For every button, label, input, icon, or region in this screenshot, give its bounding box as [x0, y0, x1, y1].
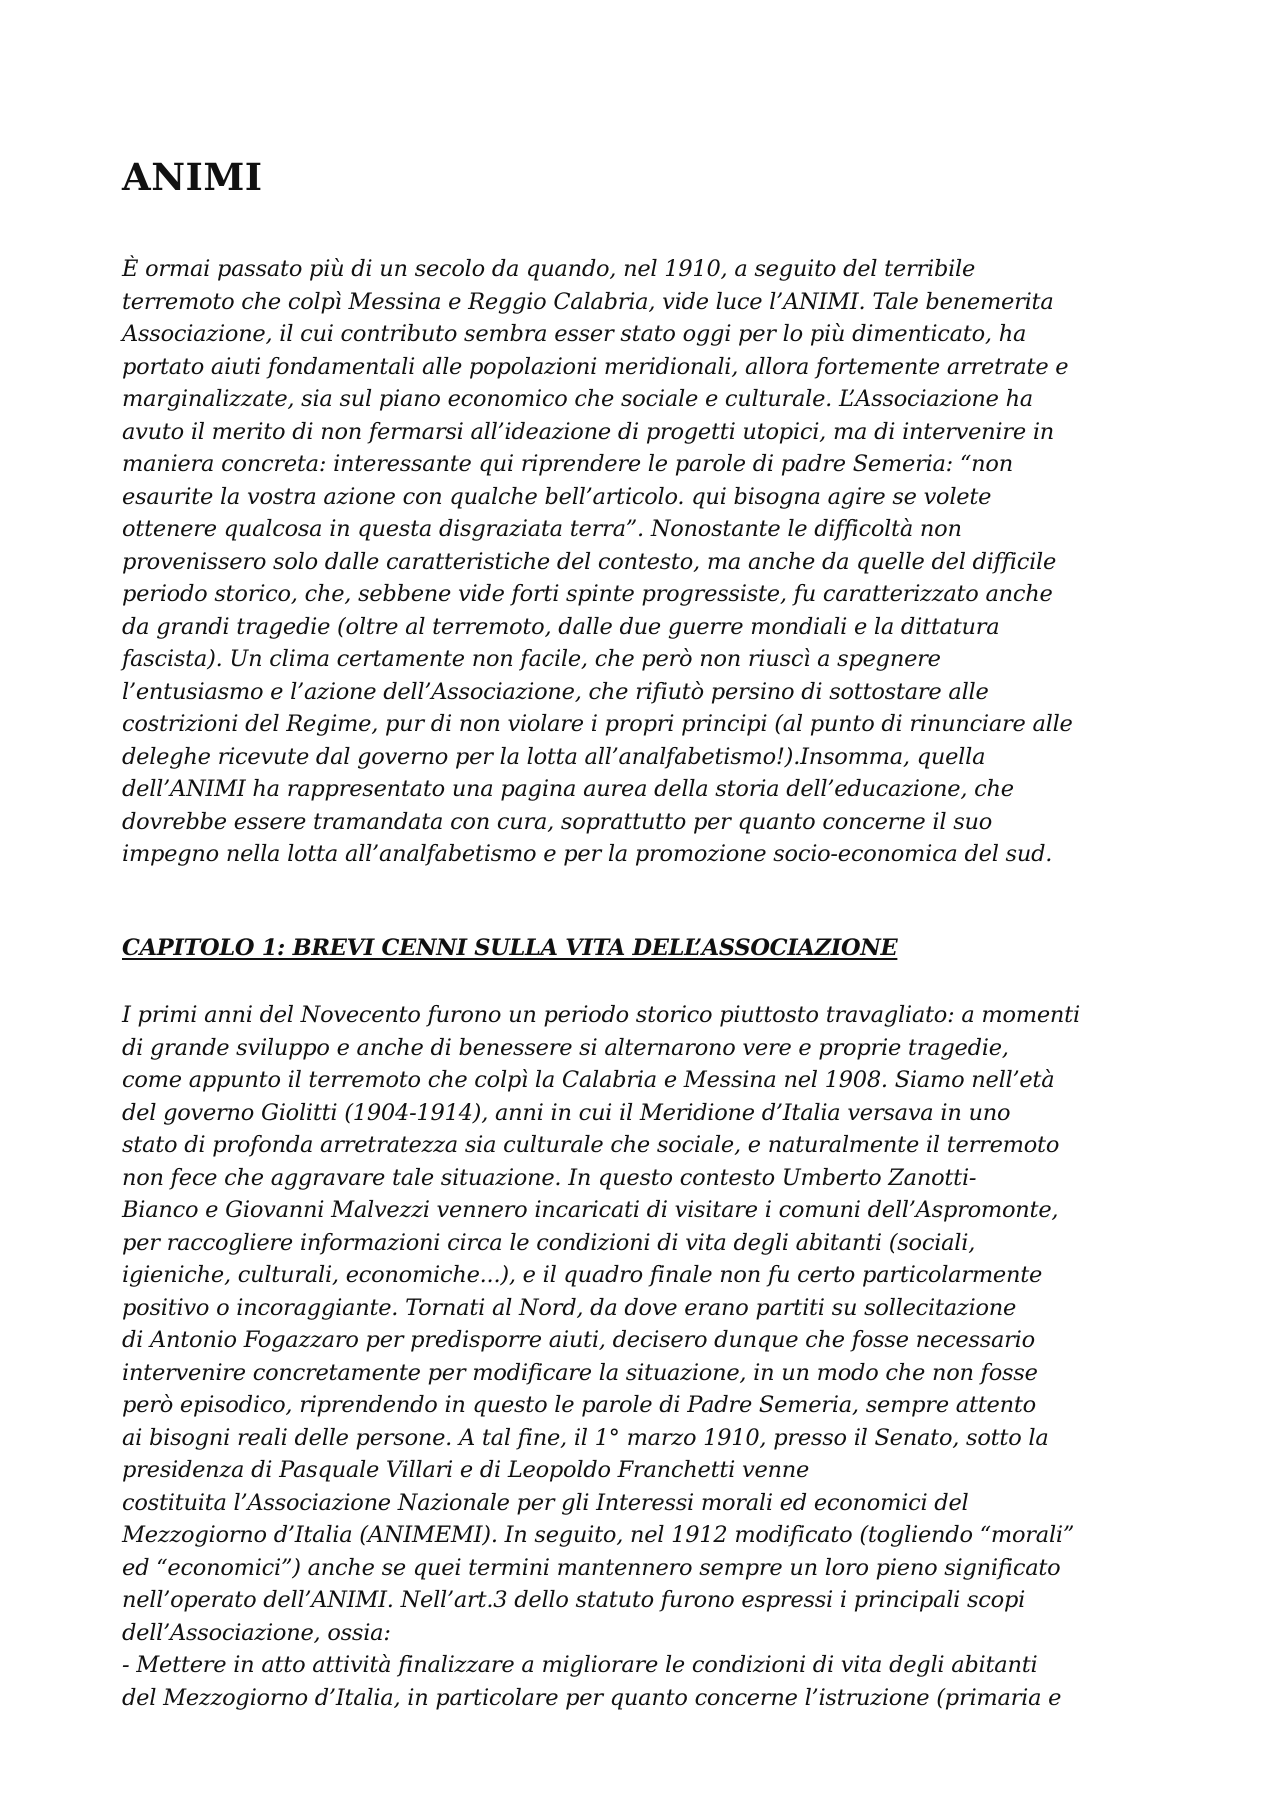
text-line: ed “economici”) anche se quei termini mantennero sempre un loro pieno significato — [122, 1554, 1061, 1581]
text-line: marginalizzate, sia sul piano economico che sociale e culturale. L’Associazione ha — [122, 386, 1033, 412]
text-line: - Mettere in atto attività finalizzare a migliorare le condizioni di vita degli abitanti — [122, 1652, 1038, 1678]
text-line: presidenza di Pasquale Villari e di Leopoldo Franchetti venne — [122, 1457, 810, 1483]
document-title: ANIMI — [122, 155, 263, 199]
text-line: come appunto il terremoto che colpì la Calabria e Messina nel 1908. Siamo nell’età — [122, 1067, 1055, 1093]
text-line: del Mezzogiorno d’Italia, in particolare per quanto concerne l’istruzione (primaria e — [122, 1684, 1062, 1711]
text-line: periodo storico, che, sebbene vide forti spinte progressiste, fu caratterizzato anche — [122, 581, 1053, 607]
text-line: ai bisogni reali delle persone. A tal fine, il 1° marzo 1910, presso il Senato, sotto la — [122, 1424, 1049, 1451]
text-line: avuto il merito di non fermarsi all’ideazione di progetti utopici, ma di intervenire in — [122, 418, 1055, 445]
text-line: esaurite la vostra azione con qualche bell’articolo. qui bisogna agire se volete — [122, 483, 992, 510]
chapter-paragraph — [122, 999, 1172, 1714]
text-line: l’entusiasmo e l’azione dell’Associazione, che rifiutò persino di sottostare alle — [122, 678, 989, 705]
text-line: maniera concreta: interessante qui riprendere le parole di padre Semeria: “non — [122, 451, 1013, 477]
text-line: terremoto che colpì Messina e Reggio Calabria, vide luce l’ANIMI. Tale benemerita — [122, 288, 1054, 315]
text-line: provenissero solo dalle caratteristiche del contesto, ma anche da quelle del difficile — [122, 548, 1057, 575]
text-line: dell’Associazione, ossia: — [122, 1619, 391, 1646]
text-line: da grandi tragedie (oltre al terremoto, dalle due guerre mondiali e la dittatura — [122, 613, 1000, 640]
chapter-heading: CAPITOLO 1: BREVI CENNI SULLA VITA DELL’ASSOCIAZIONE — [122, 935, 898, 961]
text-line: I primi anni del Novecento furono un periodo storico piuttosto travagliato: a momenti — [122, 1002, 1080, 1028]
text-line: impegno nella lotta all’analfabetismo e per la promozione socio-economica del sud. — [122, 841, 1053, 867]
text-line: igieniche, culturali, economiche...), e il quadro finale non fu certo particolarmente — [122, 1262, 1043, 1288]
intro-paragraph — [122, 253, 1172, 871]
text-line: non fece che aggravare tale situazione. In questo contesto Umberto Zanotti- — [122, 1164, 977, 1191]
text-line: Bianco e Giovanni Malvezzi vennero incaricati di visitare i comuni dell’Aspromonte, — [122, 1197, 1059, 1223]
text-line: ottenere qualcosa in questa disgraziata terra”. Nonostante le difficoltà non — [122, 516, 962, 542]
text-line: di Antonio Fogazzaro per predisporre aiuti, decisero dunque che fosse necessario — [122, 1327, 1035, 1353]
text-line: Mezzogiorno d’Italia (ANIMEMI). In seguito, nel 1912 modificato (togliendo “morali” — [122, 1522, 1075, 1548]
text-line: costrizioni del Regime, pur di non violare i propri principi (al punto di rinunciare alle — [122, 711, 1073, 737]
text-line: fascista). Un clima certamente non facile, che però non riuscì a spegnere — [122, 646, 941, 672]
text-line: per raccogliere informazioni circa le condizioni di vita degli abitanti (sociali, — [122, 1229, 976, 1256]
text-line: però episodico, riprendendo in questo le parole di Padre Semeria, sempre attento — [122, 1392, 1036, 1418]
text-line: deleghe ricevute dal governo per la lotta all’analfabetismo!).Insomma, quella — [122, 743, 986, 770]
text-line: Associazione, il cui contributo sembra esser stato oggi per lo più dimenticato, ha — [122, 321, 1027, 347]
text-line: costituita l’Associazione Nazionale per gli Interessi morali ed economici del — [122, 1489, 969, 1516]
text-line: portato aiuti fondamentali alle popolazioni meridionali, allora fortemente arretrate e — [122, 353, 1069, 380]
text-line: È ormai passato più di un secolo da quando, nel 1910, a seguito del terribile — [122, 256, 976, 282]
text-line: stato di profonda arretratezza sia culturale che sociale, e naturalmente il terremoto — [122, 1132, 1060, 1158]
text-line: dovrebbe essere tramandata con cura, soprattutto per quanto concerne il suo — [122, 808, 993, 835]
text-line: intervenire concretamente per modificare la situazione, in un modo che non fosse — [122, 1359, 1038, 1386]
text-line: nell’operato dell’ANIMI. Nell’art.3 dello statuto furono espressi i principali scopi — [122, 1587, 1026, 1613]
text-line: positivo o incoraggiante. Tornati al Nord, da dove erano partiti su sollecitazione — [122, 1294, 1017, 1321]
text-line: del governo Giolitti (1904-1914), anni in cui il Meridione d’Italia versava in uno — [122, 1099, 1011, 1126]
text-line: di grande sviluppo e anche di benessere si alternarono vere e proprie tragedie, — [122, 1034, 1009, 1061]
text-line: dell’ANIMI ha rappresentato una pagina aurea della storia dell’educazione, che — [122, 776, 1014, 802]
